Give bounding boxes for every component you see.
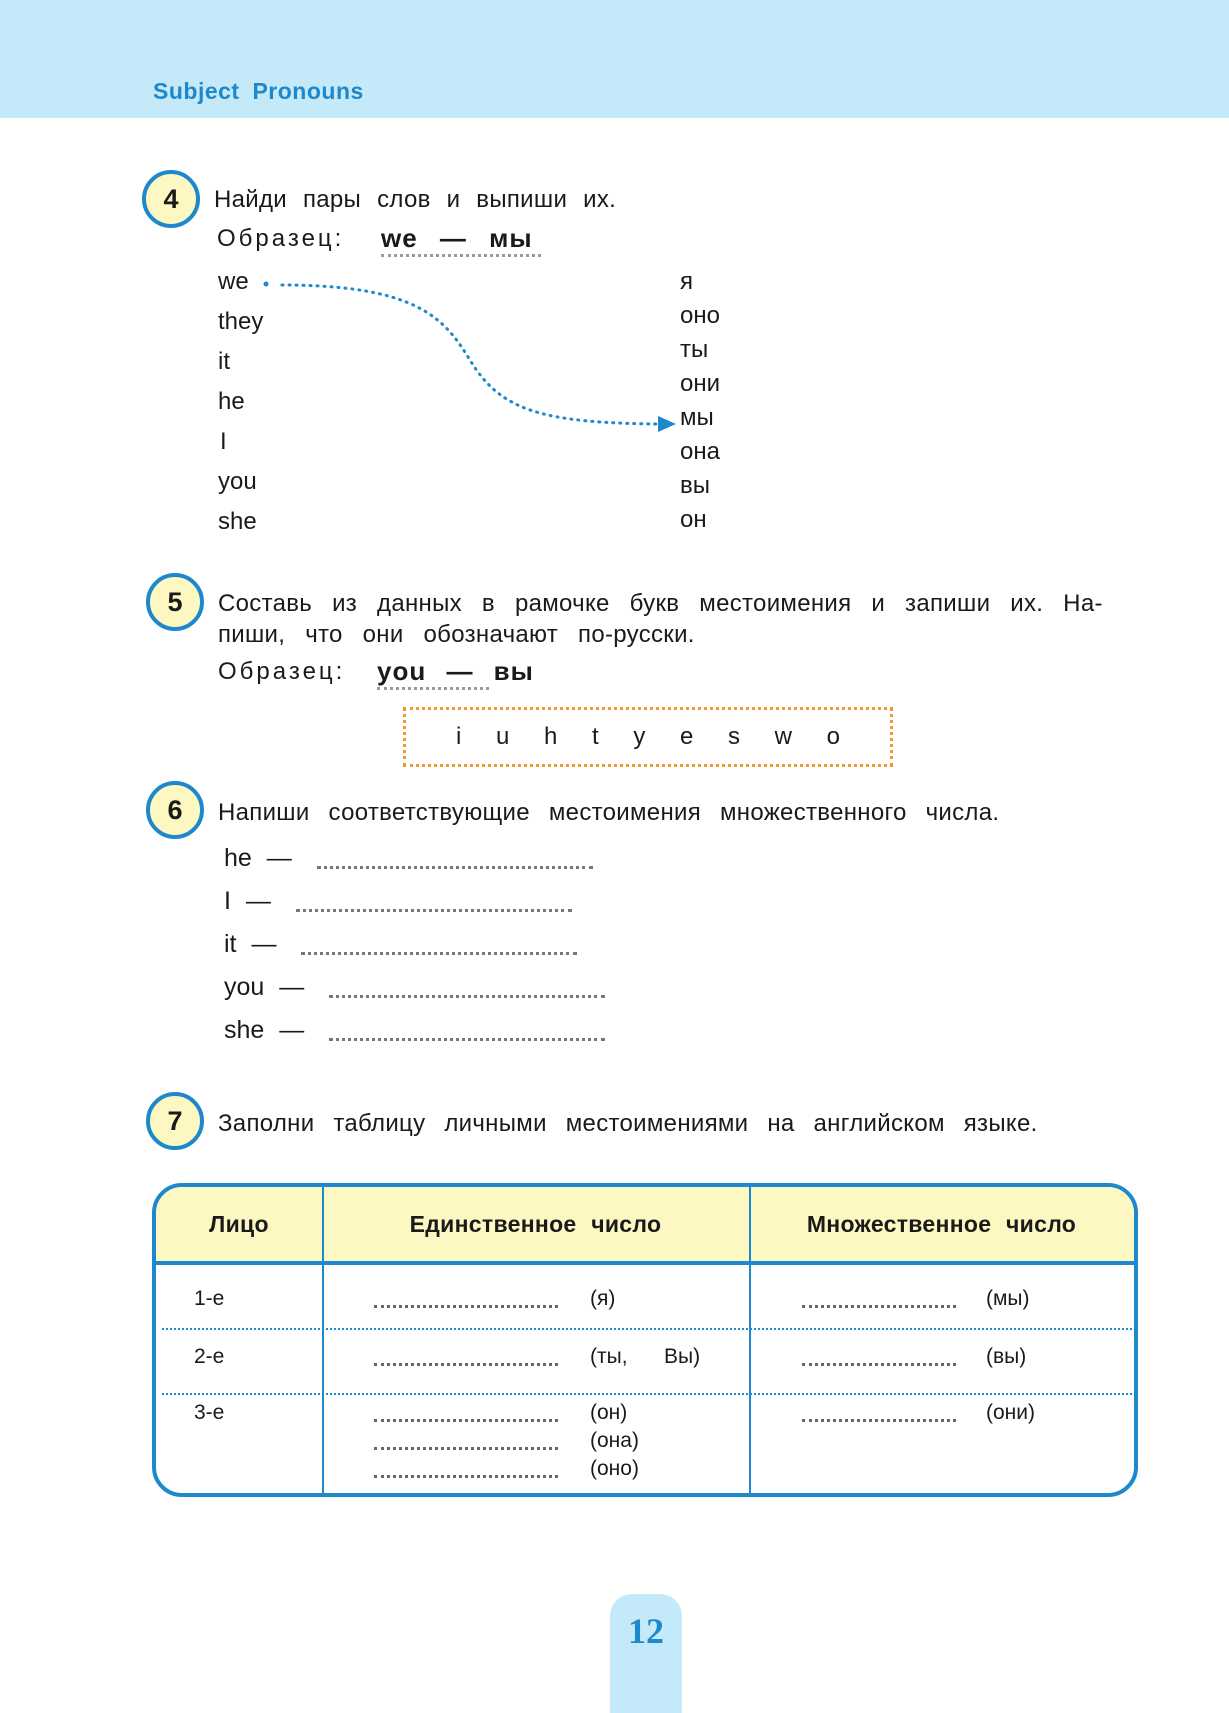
answer-line[interactable] — [329, 1038, 605, 1041]
plural-hint: (они) — [986, 1401, 1035, 1424]
header-person: Лицо — [209, 1210, 269, 1237]
exercise-5-instruction-line2: пиши, что они обозначают по-русски. — [218, 621, 695, 648]
right-word-vy: вы — [680, 472, 710, 499]
row-divider — [162, 1393, 1132, 1395]
letters-text: i u h t y e s w o — [455, 723, 855, 750]
answer-line[interactable] — [374, 1305, 558, 1308]
singular-hint: (я) — [590, 1287, 616, 1310]
page-number: 12 — [628, 1611, 664, 1651]
plural-row-i — [224, 887, 572, 916]
plural-row-it — [224, 930, 577, 959]
header-singular: Единственное число — [409, 1210, 662, 1237]
plural-row-label: it — — [224, 930, 277, 958]
plural-row-label: I — — [224, 887, 271, 915]
answer-line[interactable] — [374, 1419, 558, 1422]
plural-row-label: you — — [224, 973, 305, 1001]
exercise-5-sample: you — вы — [377, 656, 534, 686]
exercise-4-sample-label: Образец: — [217, 225, 345, 252]
answer-line[interactable] — [374, 1363, 558, 1366]
singular-hint: (ты, — [590, 1345, 628, 1368]
exercise-5-sample-label: Образец: — [218, 658, 346, 685]
exercise-number-7: 7 — [146, 1092, 204, 1150]
answer-line[interactable] — [317, 866, 593, 869]
exercise-number-6: 6 — [146, 781, 204, 839]
header-plural: Множественное число — [806, 1210, 1077, 1237]
plural-row-you — [224, 973, 605, 1002]
letters-box — [403, 707, 893, 767]
exercise-number-5: 5 — [146, 573, 204, 631]
left-word-he: he — [218, 388, 245, 415]
right-word-ona: она — [680, 438, 720, 465]
plural-hint: (мы) — [986, 1287, 1030, 1310]
sample-underline — [377, 687, 489, 690]
right-word-on: он — [680, 506, 707, 533]
right-word-oni: они — [680, 370, 721, 397]
answer-line[interactable] — [802, 1419, 956, 1422]
section-title: Subject Pronouns — [153, 78, 364, 104]
left-word-we: we — [218, 268, 249, 295]
answer-line[interactable] — [329, 995, 605, 998]
left-word-she: she — [218, 508, 257, 535]
singular-hint: Вы) — [664, 1345, 701, 1368]
column-divider — [322, 1187, 324, 1493]
plural-row-label: she — — [224, 1016, 305, 1044]
exercise-4-sample: we — мы — [381, 223, 533, 253]
exercise-5-instruction-line1: Составь из данных в рамочке букв местоимения и запиши их. На- — [218, 590, 1103, 617]
answer-line[interactable] — [802, 1363, 956, 1366]
person-3: 3-е — [194, 1401, 225, 1424]
answer-line[interactable] — [374, 1447, 558, 1450]
table-header — [156, 1187, 1134, 1265]
right-word-my: мы — [680, 404, 714, 431]
left-word-you: you — [218, 468, 257, 495]
left-word-they: they — [218, 308, 264, 335]
right-word-ya: я — [680, 268, 693, 295]
exercise-7-instruction: Заполни таблицу личными местоимениями на английском языке. — [218, 1110, 1038, 1137]
exercise-6-instruction: Напиши соответствующие местоимения множественного числа. — [218, 799, 1000, 826]
plural-row-he — [224, 844, 593, 873]
pronoun-table — [152, 1183, 1138, 1497]
column-divider — [749, 1187, 751, 1493]
plural-row-she — [224, 1016, 605, 1045]
exercise-4-instruction: Найди пары слов и выпиши их. — [214, 186, 617, 213]
exercise-number-4: 4 — [142, 170, 200, 228]
person-1: 1-е — [194, 1287, 225, 1310]
right-word-ty: ты — [680, 336, 709, 363]
plural-row-label: he — — [224, 844, 292, 872]
singular-hint: (он) — [590, 1401, 628, 1424]
answer-line[interactable] — [374, 1475, 558, 1478]
plural-hint: (вы) — [986, 1345, 1027, 1368]
right-word-ono: оно — [680, 302, 720, 329]
answer-line[interactable] — [301, 952, 577, 955]
left-word-i: I — [220, 428, 227, 455]
singular-hint: (она) — [590, 1429, 639, 1452]
answer-line[interactable] — [296, 909, 572, 912]
row-divider — [162, 1328, 1132, 1330]
answer-line[interactable] — [802, 1305, 956, 1308]
person-2: 2-е — [194, 1345, 225, 1368]
singular-hint: (оно) — [590, 1457, 639, 1480]
left-word-it: it — [218, 348, 230, 375]
